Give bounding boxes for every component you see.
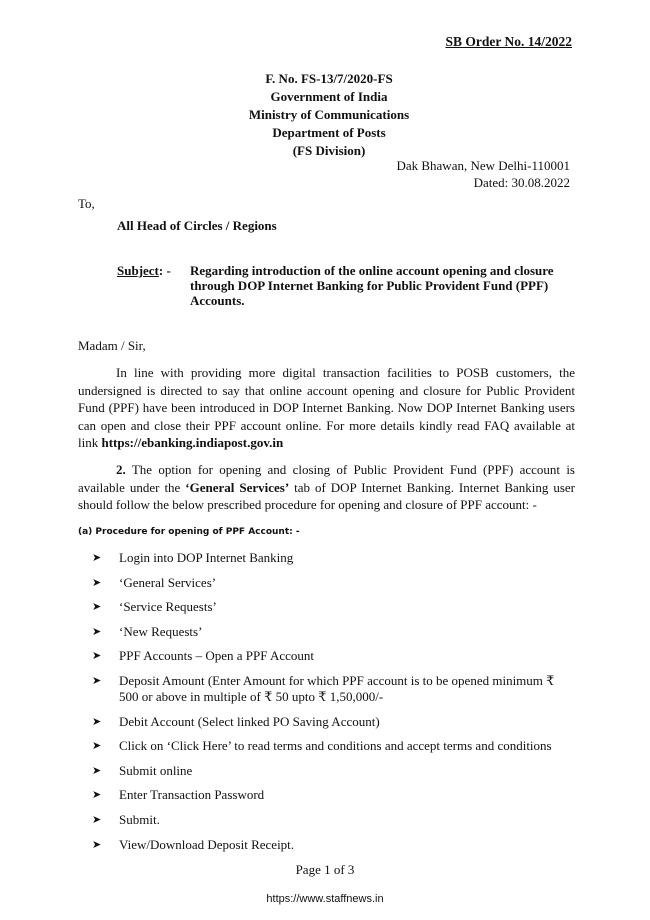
header-line-division: (FS Division) [292, 143, 366, 158]
procedure-step [92, 738, 572, 754]
header-line-department: Department of Posts [272, 125, 386, 140]
letter-header [0, 70, 650, 160]
paragraph-1 [78, 364, 575, 452]
procedure-step [92, 812, 572, 828]
header-line-government: Government of India [270, 89, 388, 104]
procedure-step-text: Debit Account (Select linked PO Saving Account) [119, 713, 380, 729]
procedure-step-text: Login into DOP Internet Banking [119, 550, 294, 565]
paragraph-2-text-after: tab of DOP Internet Banking. Internet Banking user should follow the below prescribed procedure for opening and closure of PPF account: - [78, 479, 575, 512]
arrowhead-bullet-icon: ➤ [92, 788, 102, 802]
arrowhead-bullet-icon: ➤ [92, 551, 102, 564]
procedure-step [92, 787, 572, 803]
addressee: All Head of Circles / Regions [117, 218, 277, 233]
paragraph-2 [78, 461, 575, 514]
procedure-step-text: View/Download Deposit Receipt. [119, 836, 295, 852]
procedure-step [92, 624, 572, 640]
subject-separator: : - [158, 263, 171, 278]
procedure-step-text: Submit. [119, 811, 160, 827]
general-services-term: ‘General Services’ [185, 479, 290, 495]
procedure-step-text: Submit online [119, 762, 193, 778]
arrowhead-bullet-icon: ➤ [92, 624, 102, 638]
paragraph-2-number: 2. [116, 462, 126, 477]
ebanking-link[interactable]: https://ebanking.indiapost.gov.in [101, 435, 284, 450]
arrowhead-bullet-icon: ➤ [92, 812, 102, 826]
procedure-step [92, 837, 572, 853]
file-number: F. No. FS-13/7/2020-FS [265, 71, 393, 86]
procedure-step [92, 599, 572, 615]
place: Dak Bhawan, New Delhi-110001 [396, 158, 570, 173]
arrowhead-bullet-icon: ➤ [92, 763, 102, 777]
section-a-heading: (a) Procedure for opening of PPF Account: - [78, 527, 300, 537]
arrowhead-bullet-icon: ➤ [92, 739, 102, 753]
arrowhead-bullet-icon: ➤ [92, 600, 102, 614]
arrowhead-bullet-icon: ➤ [92, 673, 102, 687]
arrowhead-bullet-icon: ➤ [92, 575, 102, 589]
source-watermark: https://www.staffnews.in [266, 893, 384, 905]
subject-word: Subject [117, 263, 159, 278]
to-label: To, [78, 196, 95, 211]
procedure-step-text: Click on ‘Click Here’ to read terms and conditions and accept terms and conditions [119, 738, 552, 754]
procedure-step [92, 648, 572, 664]
procedure-step [92, 673, 572, 705]
procedure-step [92, 550, 572, 566]
header-line-ministry: Ministry of Communications [248, 107, 410, 122]
paragraph-1-text: In line with providing more digital transaction facilities to POSB customers, the undersigned is directed to say that online account opening and closure for Public Provident Fund (PPF) have been introduced in DOP Internet Banking. Now DOP Internet Banking users can open and close their PPF account online. For more details kindly read FAQ available at link [78, 365, 575, 450]
paragraph-2-text-before: The option for opening and closing of Public Provident Fund (PPF) account is available under the [78, 462, 575, 495]
arrowhead-bullet-icon: ➤ [92, 837, 102, 851]
procedure-step [92, 763, 572, 779]
subject-text: Regarding introduction of the online account opening and closure through DOP Internet Banking for Public Provident Fund (PPF) Accounts. [190, 263, 554, 308]
subject-label [117, 263, 171, 279]
order-number: SB Order No. 14/2022 [445, 34, 572, 49]
place-and-date [396, 157, 570, 191]
page-number: Page 1 of 3 [295, 862, 355, 877]
date: Dated: 30.08.2022 [473, 175, 570, 190]
arrowhead-bullet-icon: ➤ [92, 649, 102, 663]
salutation: Madam / Sir, [78, 338, 146, 353]
procedure-step-text: Deposit Amount (Enter Amount for which PPF account is to be opened minimum ₹ 500 or above in multiple of ₹ 50 upto ₹ 1,50,000/- [119, 672, 555, 704]
procedure-step-text: ‘New Requests’ [119, 623, 203, 639]
arrowhead-bullet-icon: ➤ [92, 714, 102, 728]
procedure-step-text: Enter Transaction Password [119, 787, 265, 803]
procedure-steps [92, 550, 572, 861]
procedure-step-text: PPF Accounts – Open a PPF Account [119, 648, 315, 664]
procedure-step [92, 575, 572, 591]
procedure-step-text: ‘Service Requests’ [119, 599, 217, 615]
procedure-step-text: ‘General Services’ [119, 574, 217, 590]
procedure-step [92, 714, 572, 730]
